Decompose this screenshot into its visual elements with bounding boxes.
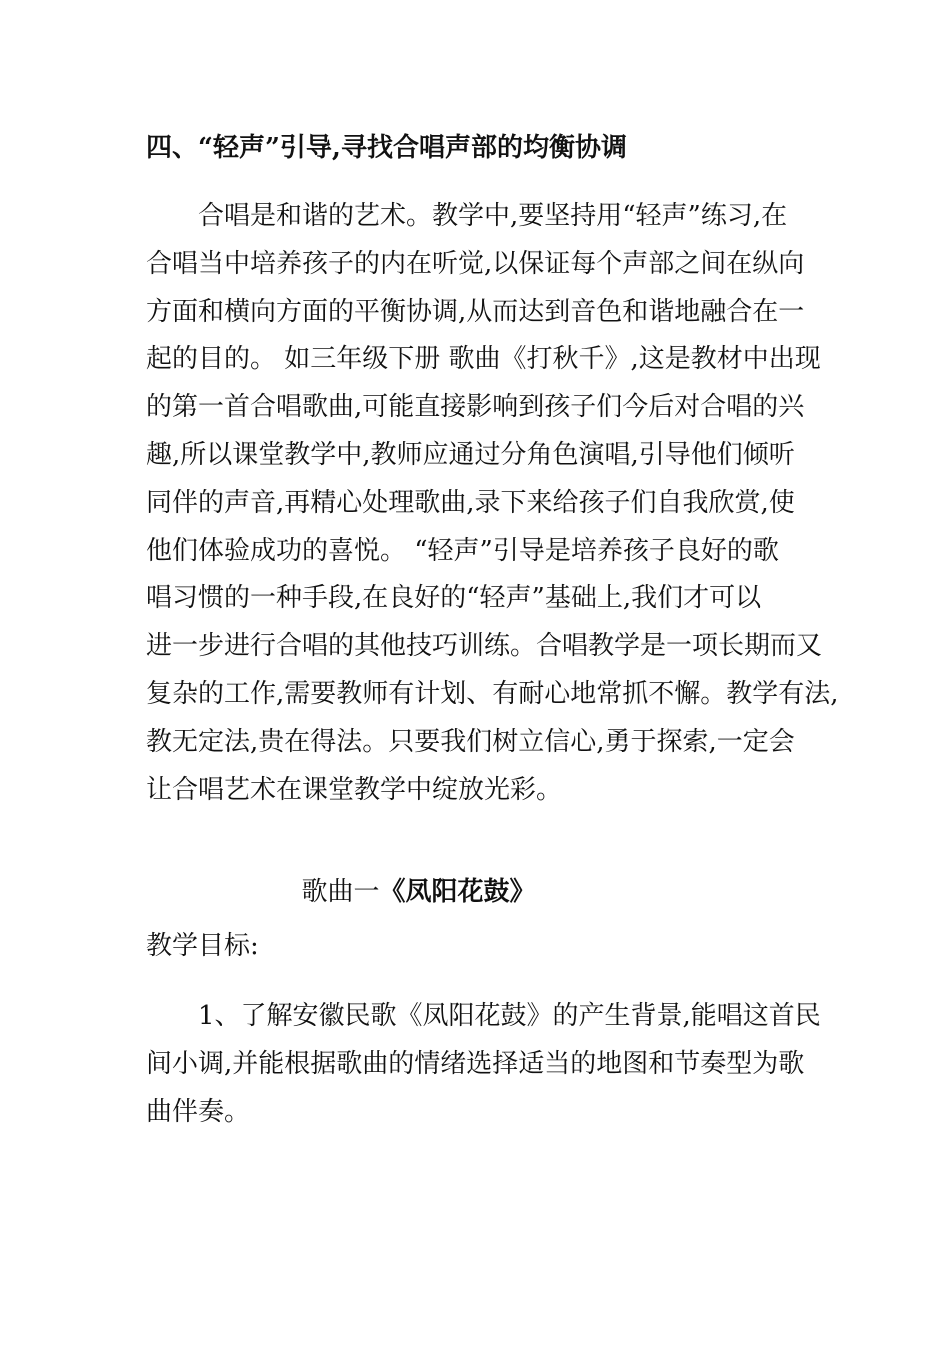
paragraph-line: 教无定法,贵在得法。只要我们树立信心,勇于探索,一定会: [146, 726, 795, 757]
objective-line: 曲伴奏。: [146, 1096, 251, 1127]
paragraph-line: 复杂的工作,需要教师有计划、有耐心地常抓不懈。教学有法,: [146, 678, 839, 709]
objective-item-1: [146, 993, 826, 1136]
objective-line: 1、了解安徽民歌《凤阳花鼓》的产生背景,能唱这首民: [198, 1001, 821, 1031]
song-title: [146, 868, 691, 916]
paragraph-line: 合唱是和谐的艺术。教学中,要坚持用“轻声”练习,在: [198, 201, 788, 231]
paragraph-line: 唱习惯的一种手段,在良好的“轻声”基础上,我们才可以: [146, 583, 762, 614]
paragraph-line: 进一步进行合唱的其他技巧训练。合唱教学是一项长期而又: [146, 631, 823, 662]
body-paragraph: [146, 193, 839, 814]
paragraph-line: 方面和横向方面的平衡协调,从而达到音色和谐地融合在一: [146, 296, 805, 327]
paragraph-line: 合唱当中培养孩子的内在听觉,以保证每个声部之间在纵向: [146, 248, 805, 279]
song-title-prefix: 歌曲一: [301, 877, 380, 907]
paragraph-line: 让合唱艺术在课堂教学中绽放光彩。: [146, 774, 563, 805]
paragraph-line: 起的目的。 如三年级下册 歌曲《打秋千》,这是教材中出现: [146, 344, 821, 375]
paragraph-line: 他们体验成功的喜悦。 “轻声”引导是培养孩子良好的歌: [146, 535, 779, 566]
song-title-name: 《凤阳花鼓》: [379, 877, 536, 907]
paragraph-line: 的第一首合唱歌曲,可能直接影响到孩子们今后对合唱的兴: [146, 392, 805, 423]
section-heading: 四、“轻声”引导,寻找合唱声部的均衡协调: [146, 133, 627, 163]
objective-line: 间小调,并能根据歌曲的情绪选择适当的地图和节奏型为歌: [146, 1048, 805, 1079]
paragraph-line: 趣,所以课堂教学中,教师应通过分角色演唱,引导他们倾听: [146, 439, 795, 470]
objectives-label: 教学目标:: [146, 931, 259, 961]
paragraph-line: 同伴的声音,再精心处理歌曲,录下来给孩子们自我欣赏,使: [146, 487, 795, 518]
